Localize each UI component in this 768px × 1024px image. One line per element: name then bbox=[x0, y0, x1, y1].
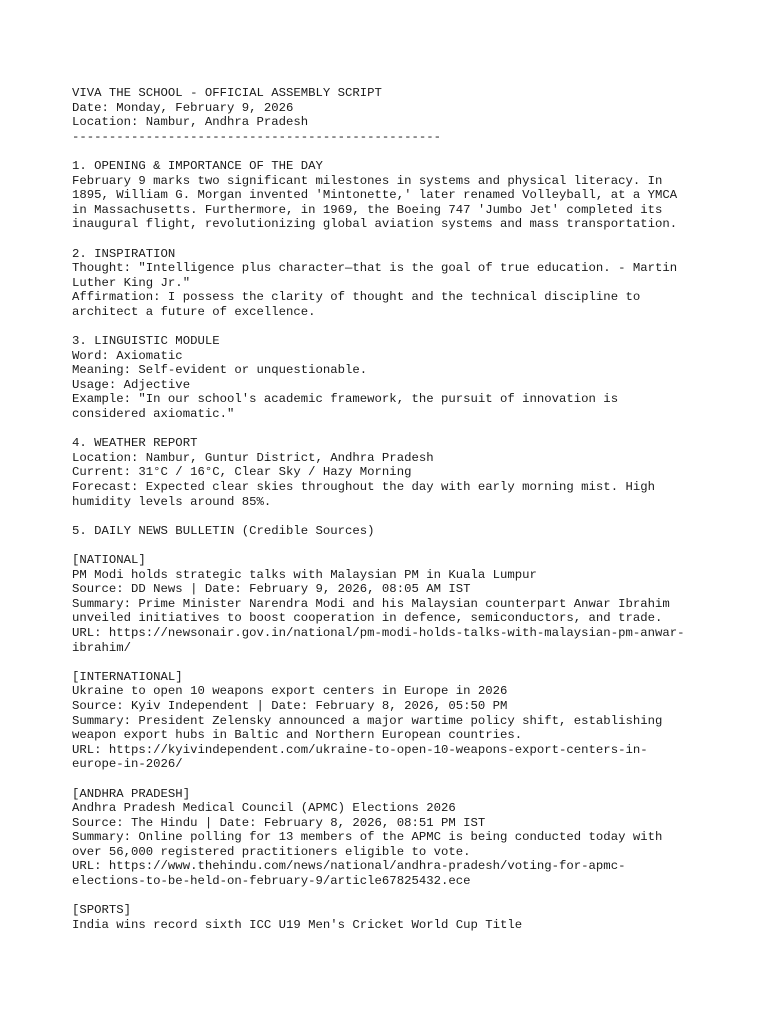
weather-line: Location: Nambur, Guntur District, Andhra Pradesh bbox=[72, 450, 434, 465]
andhra-news-line: Summary: Online polling for 13 members of the APMC is being conducted today with bbox=[72, 830, 663, 845]
national-news-url: URL: https://newsonair.gov.in/national/pm-modi-holds-talks-with-malaysian-pm-anwar- bbox=[72, 625, 685, 640]
inspiration-line: Luther King Jr." bbox=[72, 275, 191, 290]
linguistic-line: Example: "In our school's academic framework, the pursuit of innovation is bbox=[72, 392, 619, 407]
document-date: Date: Monday, February 9, 2026 bbox=[72, 100, 294, 115]
andhra-news-line: Andhra Pradesh Medical Council (APMC) Elections 2026 bbox=[72, 801, 456, 816]
opening-line: 1895, William G. Morgan invented 'Mintonette,' later renamed Volleyball, at a YMCA bbox=[72, 188, 678, 203]
international-news-url: europe-in-2026/ bbox=[72, 757, 183, 772]
andhra-news-line: over 56,000 registered practitioners eligible to vote. bbox=[72, 844, 471, 859]
section-heading-opening: 1. OPENING & IMPORTANCE OF THE DAY bbox=[72, 158, 323, 173]
document-title: VIVA THE SCHOOL - OFFICIAL ASSEMBLY SCRIPT bbox=[72, 86, 382, 100]
andhra-news-url: elections-to-be-held-on-february-9/article67825432.ece bbox=[72, 874, 471, 889]
international-news-line: Summary: President Zelensky announced a major wartime policy shift, establishing bbox=[72, 713, 663, 728]
linguistic-line: Meaning: Self-evident or unquestionable. bbox=[72, 363, 368, 378]
inspiration-line: Affirmation: I possess the clarity of thought and the technical discipline to bbox=[72, 290, 641, 305]
inspiration-line: Thought: "Intelligence plus character—that is the goal of true education. - Martin bbox=[72, 261, 678, 276]
national-news-line: Source: DD News | Date: February 9, 2026, 08:05 AM IST bbox=[72, 582, 471, 597]
sports-news-line: India wins record sixth ICC U19 Men's Cricket World Cup Title bbox=[72, 917, 523, 932]
news-tag-andhra-pradesh: [ANDHRA PRADESH] bbox=[72, 786, 191, 801]
document-location: Location: Nambur, Andhra Pradesh bbox=[72, 115, 309, 130]
international-news-url: URL: https://kyivindependent.com/ukraine-to-open-10-weapons-export-centers-in- bbox=[72, 742, 648, 757]
linguistic-line: considered axiomatic." bbox=[72, 407, 235, 422]
opening-line: in Massachusetts. Furthermore, in 1969, the Boeing 747 'Jumbo Jet' completed its bbox=[72, 202, 663, 217]
section-heading-news: 5. DAILY NEWS BULLETIN (Credible Sources) bbox=[72, 523, 375, 538]
andhra-news-line: Source: The Hindu | Date: February 8, 2026, 08:51 PM IST bbox=[72, 815, 486, 830]
national-news-line: PM Modi holds strategic talks with Malaysian PM in Kuala Lumpur bbox=[72, 567, 537, 582]
international-news-line: Ukraine to open 10 weapons export centers in Europe in 2026 bbox=[72, 684, 508, 699]
international-news-line: Source: Kyiv Independent | Date: February 8, 2026, 05:50 PM bbox=[72, 698, 508, 713]
weather-line: Forecast: Expected clear skies throughout the day with early morning mist. High bbox=[72, 480, 655, 495]
opening-line: February 9 marks two significant milestones in systems and physical literacy. In bbox=[72, 173, 663, 188]
section-heading-inspiration: 2. INSPIRATION bbox=[72, 246, 176, 261]
section-heading-weather: 4. WEATHER REPORT bbox=[72, 436, 198, 451]
news-tag-national: [NATIONAL] bbox=[72, 553, 146, 567]
header-divider: -------------------------------------------------- bbox=[72, 129, 441, 144]
opening-line: inaugural flight, revolutionizing global aviation systems and mass transportation. bbox=[72, 217, 678, 232]
weather-line: Current: 31°C / 16°C, Clear Sky / Hazy Morning bbox=[72, 465, 412, 480]
news-tag-sports: [SPORTS] bbox=[72, 903, 132, 918]
inspiration-line: architect a future of excellence. bbox=[72, 304, 316, 319]
linguistic-line: Usage: Adjective bbox=[72, 377, 191, 392]
section-heading-linguistic: 3. LINGUISTIC MODULE bbox=[72, 334, 220, 349]
news-tag-international: [INTERNATIONAL] bbox=[72, 669, 183, 684]
national-news-line: unveiled initiatives to boost cooperation in defence, semiconductors, and trade. bbox=[72, 611, 663, 626]
linguistic-line: Word: Axiomatic bbox=[72, 348, 183, 363]
weather-line: humidity levels around 85%. bbox=[72, 494, 272, 509]
national-news-line: Summary: Prime Minister Narendra Modi and his Malaysian counterpart Anwar Ibrahim bbox=[72, 596, 670, 611]
international-news-line: weapon export hubs in Baltic and Northern European countries. bbox=[72, 728, 523, 743]
andhra-news-url: URL: https://www.thehindu.com/news/national/andhra-pradesh/voting-for-apmc- bbox=[72, 859, 626, 874]
national-news-url: ibrahim/ bbox=[72, 640, 132, 655]
